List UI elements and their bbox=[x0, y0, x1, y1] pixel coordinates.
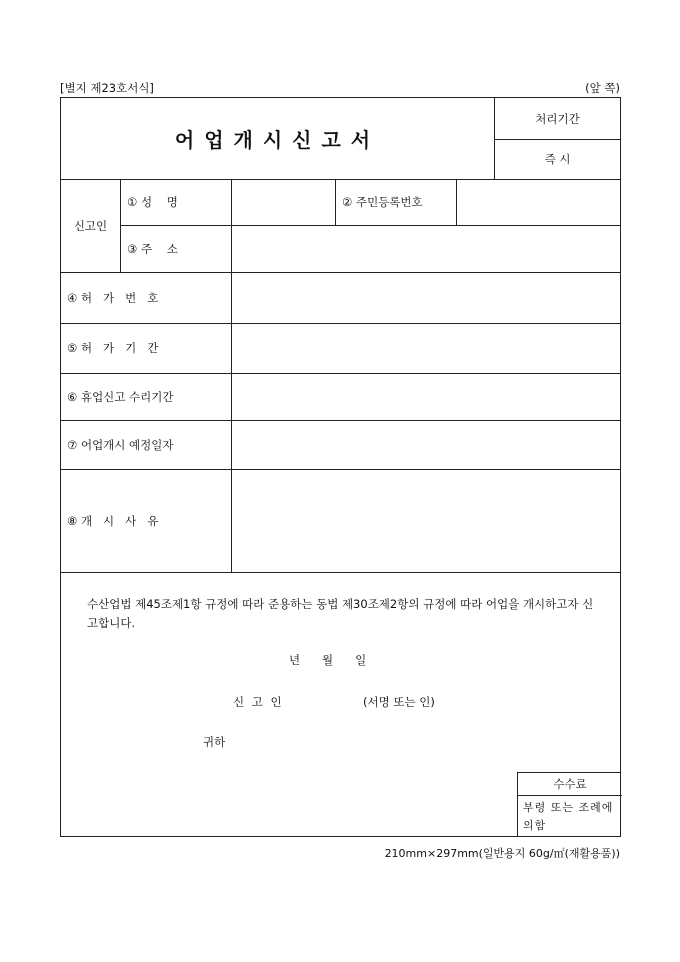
processing-period-value: 즉 시 bbox=[544, 152, 571, 166]
permit-period-label: ⑤ 허 가 기 간 bbox=[67, 341, 159, 355]
addressee: 귀하 bbox=[203, 735, 226, 749]
signer-label: 신 고 인 bbox=[233, 695, 284, 709]
form-title: 어업개시신고서 bbox=[174, 128, 381, 152]
registration-number-label: ② 주민등록번호 bbox=[342, 195, 423, 209]
divider bbox=[335, 179, 336, 226]
divider bbox=[120, 179, 121, 273]
form-number: [별지 제23호서식] bbox=[60, 81, 154, 95]
fee-value: 부령 또는 조례에 의함 bbox=[523, 801, 614, 832]
page-side-label: (앞 쪽) bbox=[585, 81, 620, 95]
address-label: ③ 주 소 bbox=[127, 241, 178, 256]
start-reason-field[interactable] bbox=[231, 469, 621, 572]
name-label: ① 성 명 bbox=[127, 195, 178, 209]
planned-start-date-label: ⑦ 어업개시 예정일자 bbox=[67, 437, 174, 452]
suspension-period-field[interactable] bbox=[231, 373, 621, 420]
date-line: 년 월 일 bbox=[289, 653, 367, 667]
signature-hint: (서명 또는 인) bbox=[363, 695, 435, 709]
address-field[interactable] bbox=[231, 225, 621, 272]
fee-label: 수수료 bbox=[518, 773, 622, 796]
start-reason-label: ⑧ 개 시 사 유 bbox=[67, 513, 159, 528]
name-field[interactable] bbox=[231, 179, 335, 225]
report-form bbox=[60, 97, 621, 837]
suspension-period-label: ⑥ 휴업신고 수리기간 bbox=[67, 389, 174, 404]
paper-spec: 210mm×297mm(일반용지 60g/㎡(재활용품)) bbox=[384, 847, 620, 860]
processing-period-label: 처리기간 bbox=[535, 111, 580, 126]
reporter-label: 신고인 bbox=[73, 218, 108, 233]
permit-number-label: ④ 허 가 번 호 bbox=[67, 290, 159, 305]
divider bbox=[61, 572, 621, 573]
fee-box bbox=[517, 772, 621, 837]
registration-number-field[interactable] bbox=[456, 179, 621, 225]
planned-start-date-field[interactable] bbox=[231, 420, 621, 469]
permit-number-field[interactable] bbox=[231, 272, 621, 323]
permit-period-field[interactable] bbox=[231, 323, 621, 373]
declaration-text: 수산업법 제45조제1항 규정에 따라 준용하는 동법 제30조제2항의 규정에 따라 어업을 개시하고자 신고합니다. bbox=[87, 597, 594, 630]
